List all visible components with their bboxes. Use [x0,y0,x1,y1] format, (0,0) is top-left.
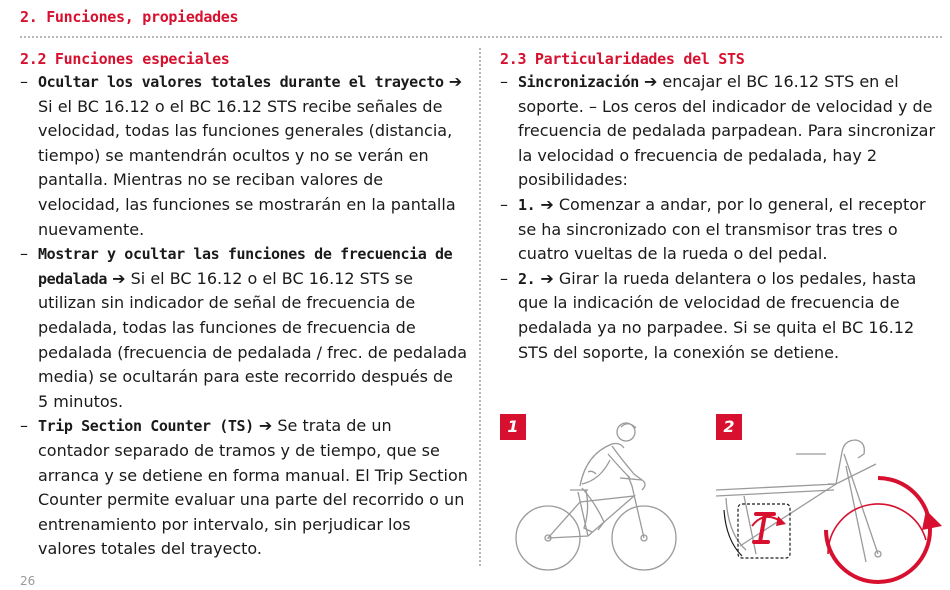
arrow-icon: ➔ [540,194,554,214]
list-dash: – [20,72,28,91]
item-keyword: Mostrar y ocultar las funciones de frecuencia de pedalada [38,245,453,288]
wheel-rotation-illustration-icon [716,414,946,574]
right-heading: 2.3 Particularidades del STS [500,50,745,68]
list-dash: – [20,416,28,436]
arrow-icon: ➔ [448,72,463,91]
figure-1 [500,414,700,574]
list-dash: – [500,194,508,214]
left-column [20,48,468,562]
list-dash: – [20,244,28,264]
item-text: Girar la rueda delantera o los pedales, hasta que la indicación de velocidad de frecuencia de pedalada ya no parpadee. Si se quita el BC 16.12 STS del soporte, la conexión se detiene. [518,268,917,362]
item-keyword: 2. [518,269,536,288]
cyclist-illustration-icon [500,414,700,574]
right-column [500,48,940,365]
arrow-icon: ➔ [112,268,126,288]
item-text: encajar el BC 16.12 STS en el soporte. – Los ceros del indicador de velocidad y de frecuencia de pedalada parpadean. Para sincronizar la velocidad o frecuencia de pedalada, hay 2 posibilidades: [518,72,936,190]
figure-2 [716,414,946,574]
arrow-icon: ➔ [258,416,273,436]
item-keyword: 1. [518,195,536,214]
page-number: 26 [20,574,36,588]
arrow-icon: ➔ [540,268,554,288]
list-item [20,70,468,242]
item-keyword: Sincronización [518,73,639,91]
item-keyword: Ocultar los valores totales durante el trayecto [38,73,444,91]
item-text: Comenzar a andar, por lo general, el receptor se ha sincronizado con el transmisor tras tres o cuatro vueltas de la rueda o del pedal. [518,194,926,264]
left-heading: 2.2 Funciones especiales [20,50,230,68]
list-item [500,267,940,365]
item-keyword: Trip Section Counter (TS) [38,417,254,436]
figure-badge: 2 [716,414,742,440]
list-item [20,414,468,562]
list-item [500,70,940,193]
list-dash: – [500,72,508,91]
column-divider [479,48,481,566]
arrow-icon: ➔ [643,72,658,91]
list-dash: – [500,268,508,288]
item-text: Si el BC 16.12 o el BC 16.12 STS se utilizan sin indicador de señal de frecuencia de pedalada, todas las funciones de frecuencia de pedalada (frecuencia de pedalada / frec. de pedalada media) se ocultarán para este recorrido después de 5 minutos. [38,268,468,411]
list-item [20,242,468,414]
section-title: 2. Funciones, propiedades [20,8,239,26]
header-divider [20,36,942,38]
list-item [500,193,940,267]
figure-badge: 1 [500,414,526,440]
item-text: Se trata de un contador separado de tramos y de tiempo, que se arranca y se detiene en forma manual. El Trip Section Counter permite evaluar una parte del recorrido o un entrenamiento por intervalo, sin perjudicar los valores totales del trayecto. [38,416,468,559]
item-text: Si el BC 16.12 o el BC 16.12 STS recibe señales de velocidad, todas las funciones generales (distancia, tiempo) se mantendrán ocultos y no se verán en pantalla. Mientras no se reciban valores de velocidad, las funciones se mostrarán en la pantalla nuevamente. [38,96,456,239]
